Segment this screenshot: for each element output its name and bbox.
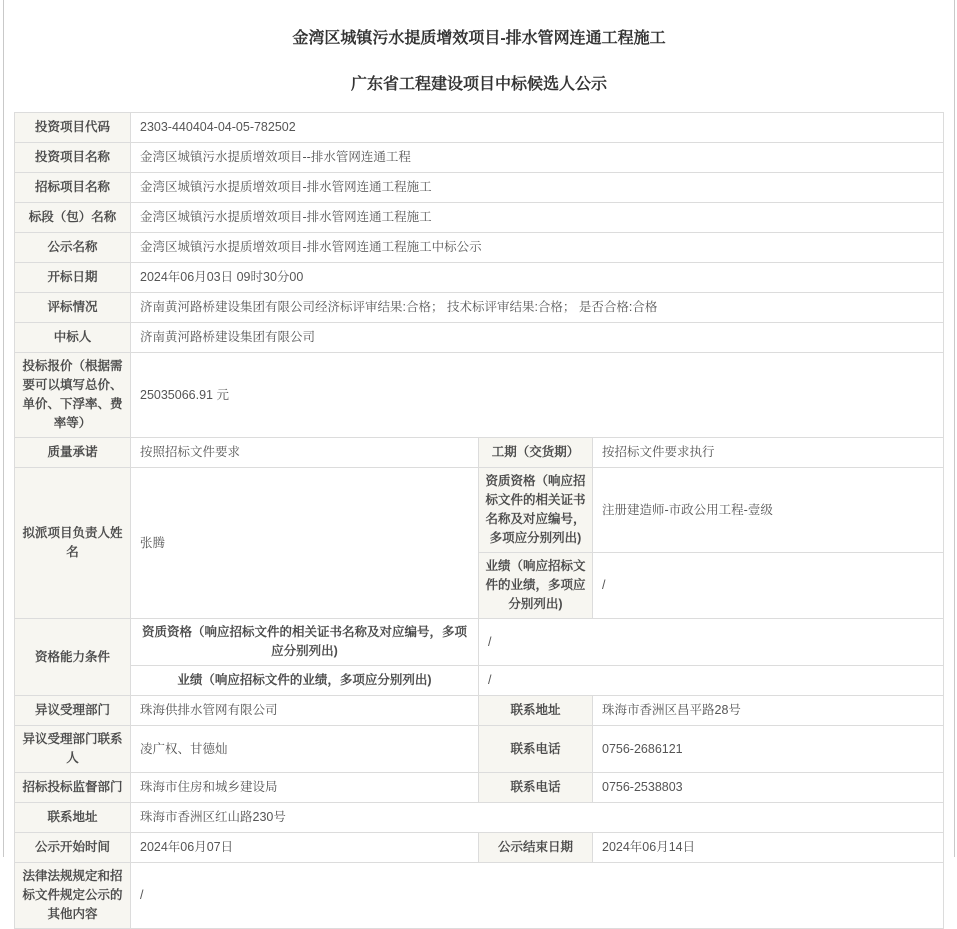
supervision-phone-value: 0756-2538803 bbox=[593, 773, 944, 803]
bid-opening-date-label: 开标日期 bbox=[15, 263, 131, 293]
announcement-name-label: 公示名称 bbox=[15, 233, 131, 263]
objection-contact-value: 凌广权、甘德灿 bbox=[131, 726, 479, 773]
objection-phone-label: 联系电话 bbox=[479, 726, 593, 773]
page-titles bbox=[4, 0, 954, 94]
announcement-page bbox=[3, 0, 955, 921]
objection-dept-value: 珠海供排水管网有限公司 bbox=[131, 696, 479, 726]
manager-name-value: 张腾 bbox=[131, 468, 479, 619]
tender-project-name-label: 招标项目名称 bbox=[15, 173, 131, 203]
other-content-value: / bbox=[131, 863, 944, 929]
supervision-dept-label: 招标投标监督部门 bbox=[15, 773, 131, 803]
table-row bbox=[15, 773, 944, 803]
capability-performance-value: / bbox=[479, 666, 944, 696]
table-row bbox=[15, 619, 944, 666]
announcement-title: 广东省工程建设项目中标候选人公示 bbox=[350, 76, 607, 93]
manager-qualification-label: 资质资格（响应招标文件的相关证书名称及对应编号，多项应分别列出) bbox=[479, 468, 593, 553]
supervision-dept-value: 珠海市住房和城乡建设局 bbox=[131, 773, 479, 803]
table-row bbox=[15, 696, 944, 726]
manager-label: 拟派项目负责人姓名 bbox=[15, 468, 131, 619]
table-row bbox=[15, 263, 944, 293]
table-row bbox=[15, 293, 944, 323]
objection-phone-value: 0756-2686121 bbox=[593, 726, 944, 773]
period-label: 工期（交货期） bbox=[479, 438, 593, 468]
objection-contact-label: 异议受理部门联系人 bbox=[15, 726, 131, 773]
bid-price-label: 投标报价（根据需要可以填写总价、单价、下浮率、费率等） bbox=[15, 353, 131, 438]
table-row bbox=[15, 233, 944, 263]
bid-opening-date-value: 2024年06月03日 09时30分00 bbox=[131, 263, 944, 293]
table-row bbox=[15, 833, 944, 863]
table-row bbox=[15, 726, 944, 773]
table-row bbox=[15, 143, 944, 173]
manager-performance-label: 业绩（响应招标文件的业绩，多项应分别列出) bbox=[479, 553, 593, 619]
objection-dept-address-value: 珠海市香洲区昌平路28号 bbox=[593, 696, 944, 726]
contact-address-label: 联系地址 bbox=[15, 803, 131, 833]
other-content-label: 法律法规规定和招标文件规定公示的其他内容 bbox=[15, 863, 131, 929]
capability-qualification-value: / bbox=[479, 619, 944, 666]
table-row bbox=[15, 353, 944, 438]
manager-performance-value: / bbox=[593, 553, 944, 619]
publicity-end-label: 公示结束日期 bbox=[479, 833, 593, 863]
investment-name-label: 投资项目名称 bbox=[15, 143, 131, 173]
capability-label: 资格能力条件 bbox=[15, 619, 131, 696]
table-row bbox=[15, 438, 944, 468]
table-row bbox=[15, 803, 944, 833]
tender-project-name-value: 金湾区城镇污水提质增效项目-排水管网连通工程施工 bbox=[131, 173, 944, 203]
announcement-name-value: 金湾区城镇污水提质增效项目-排水管网连通工程施工中标公示 bbox=[131, 233, 944, 263]
evaluation-result-label: 评标情况 bbox=[15, 293, 131, 323]
table-row bbox=[15, 173, 944, 203]
table-row bbox=[15, 863, 944, 929]
publicity-end-value: 2024年06月14日 bbox=[593, 833, 944, 863]
contact-address-value: 珠海市香洲区红山路230号 bbox=[131, 803, 944, 833]
quality-label: 质量承诺 bbox=[15, 438, 131, 468]
objection-dept-label: 异议受理部门 bbox=[15, 696, 131, 726]
quality-value: 按照招标文件要求 bbox=[131, 438, 479, 468]
winner-label: 中标人 bbox=[15, 323, 131, 353]
capability-qualification-label: 资质资格（响应招标文件的相关证书名称及对应编号，多项应分别列出) bbox=[131, 619, 479, 666]
project-title: 金湾区城镇污水提质增效项目-排水管网连通工程施工 bbox=[292, 30, 666, 47]
table-row bbox=[15, 468, 944, 553]
section-name-label: 标段（包）名称 bbox=[15, 203, 131, 233]
capability-performance-label: 业绩（响应招标文件的业绩，多项应分别列出) bbox=[131, 666, 479, 696]
manager-qualification-value: 注册建造师-市政公用工程-壹级 bbox=[593, 468, 944, 553]
investment-code-label: 投资项目代码 bbox=[15, 113, 131, 143]
objection-dept-address-label: 联系地址 bbox=[479, 696, 593, 726]
publicity-start-value: 2024年06月07日 bbox=[131, 833, 479, 863]
table-row bbox=[15, 203, 944, 233]
table-row bbox=[15, 113, 944, 143]
announcement-table bbox=[14, 112, 944, 929]
supervision-phone-label: 联系电话 bbox=[479, 773, 593, 803]
table-row bbox=[15, 323, 944, 353]
investment-name-value: 金湾区城镇污水提质增效项目--排水管网连通工程 bbox=[131, 143, 944, 173]
evaluation-result-value: 济南黄河路桥建设集团有限公司经济标评审结果:合格； 技术标评审结果:合格； 是否合格:合格 bbox=[131, 293, 944, 323]
section-name-value: 金湾区城镇污水提质增效项目-排水管网连通工程施工 bbox=[131, 203, 944, 233]
winner-value: 济南黄河路桥建设集团有限公司 bbox=[131, 323, 944, 353]
table-row bbox=[15, 666, 944, 696]
publicity-start-label: 公示开始时间 bbox=[15, 833, 131, 863]
investment-code-value: 2303-440404-04-05-782502 bbox=[131, 113, 944, 143]
bid-price-value: 25035066.91 元 bbox=[131, 353, 944, 438]
period-value: 按招标文件要求执行 bbox=[593, 438, 944, 468]
